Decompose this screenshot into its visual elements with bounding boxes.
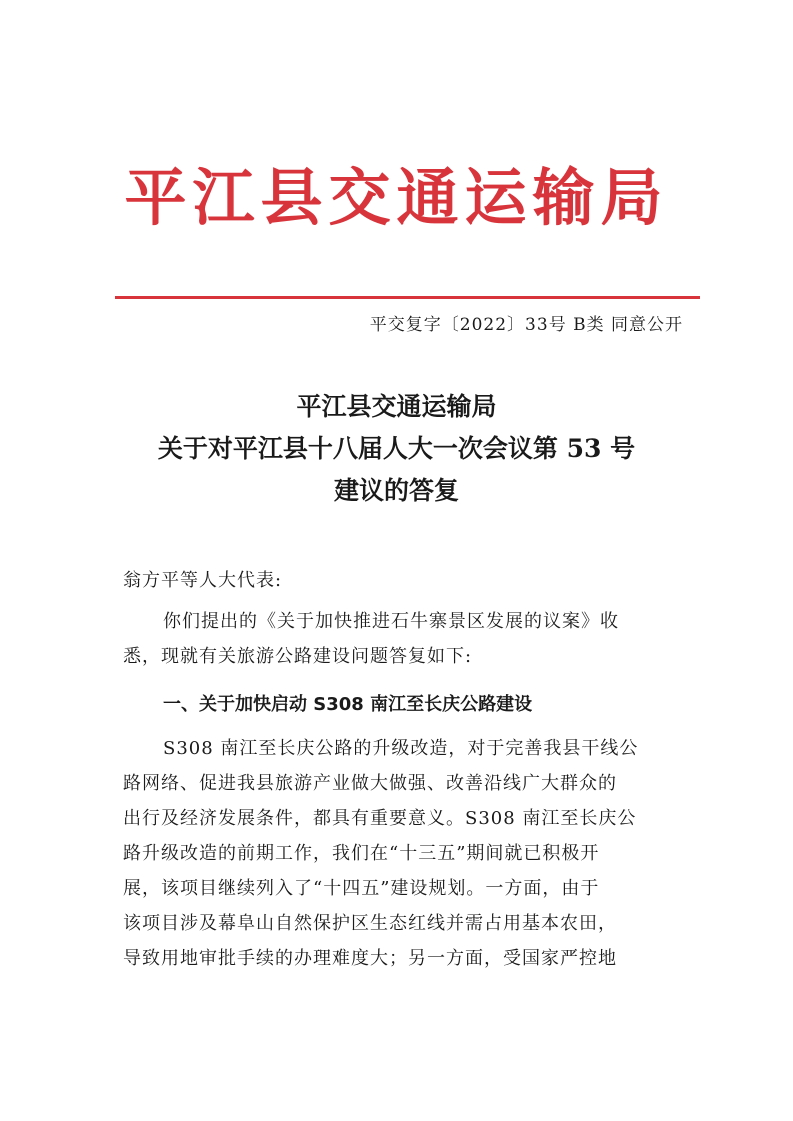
paragraph-line: 该项目涉及幕阜山自然保护区生态红线并需占用基本农田， [123, 913, 617, 934]
paragraph-line: 悉，现就有关旅游公路建设问题答复如下: [123, 646, 473, 667]
section-heading-1: 一、关于加快启动 S308 南江至长庆公路建设 [163, 694, 533, 715]
paragraph-line: S308 南江至长庆公路的升级改造，对于完善我县干线公 [163, 738, 639, 759]
title-line-3: 建议的答复 [333, 476, 459, 505]
paragraph-line: 路网络、促进我县旅游产业做大做强、改善沿线广大群众的 [123, 773, 617, 794]
paragraph-line: 出行及经济发展条件，都具有重要意义。S308 南江至长庆公 [123, 808, 637, 829]
paragraph-2 [123, 731, 693, 976]
paragraph-line: 你们提出的《关于加快推进石牛寨景区发展的议案》收 [163, 611, 619, 632]
paragraph-line: 导致用地审批手续的办理难度大；另一方面，受国家严控地 [123, 948, 617, 969]
paragraph-line: 展，该项目继续列入了“十四五”建设规划。一方面，由于 [123, 878, 600, 899]
document-number: 平交复字〔2022〕33号 B类 同意公开 [369, 315, 683, 335]
paragraph-line: 路升级改造的前期工作，我们在“十三五”期间就已积极开 [123, 843, 600, 864]
title-line-1: 平江县交通运输局 [296, 392, 497, 421]
salutation: 翁方平等人大代表: [123, 570, 283, 591]
agency-masthead: 平江县交通运输局 [124, 161, 669, 234]
paragraph-1 [123, 604, 693, 674]
document-title [0, 386, 793, 512]
red-divider-line [115, 296, 700, 299]
title-line-2: 关于对平江县十八届人大一次会议第 53 号 [157, 434, 636, 463]
